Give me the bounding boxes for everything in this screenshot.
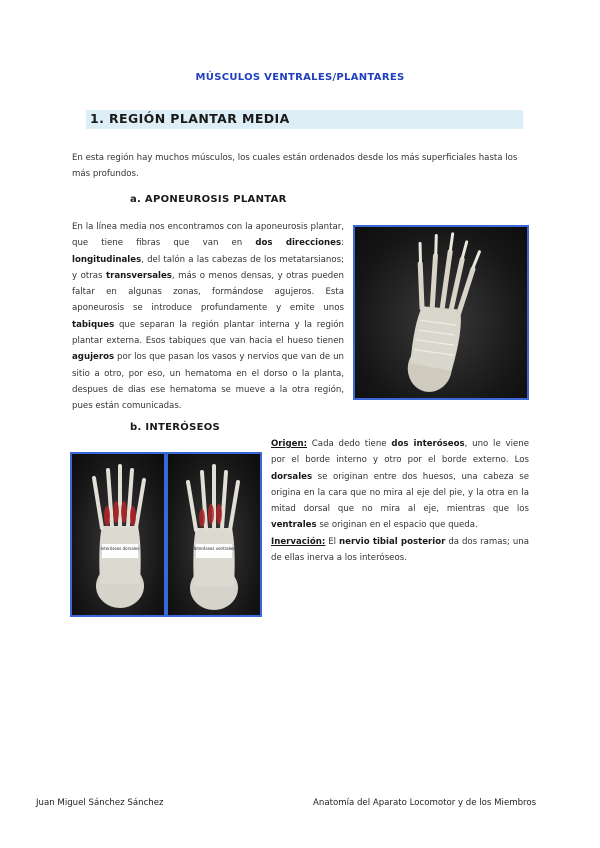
interoseos-ventrales-image <box>166 452 262 617</box>
aponeurosis-image <box>353 225 529 400</box>
label-interoseos-dorsales: Interóseos dorsales <box>100 546 140 551</box>
subsection-heading-interoseos: b. INTERÓSEOS <box>130 422 221 433</box>
interoseos-text <box>271 436 529 566</box>
inervacion-paragraph: Inervación: El nervio tibial posterior da dos ramas; una de ellas inerva a los interóseos. <box>271 536 530 564</box>
subsection-heading-aponeurosis: a. APONEUROSIS PLANTAR <box>130 194 287 205</box>
document-title: MÚSCULOS VENTRALES/PLANTARES <box>195 72 405 83</box>
section-heading: 1. REGIÓN PLANTAR MEDIA <box>90 111 290 126</box>
intro-paragraph: En esta región hay muchos músculos, los cuales están ordenados desde los más superficiales hasta los más profundos. <box>72 153 518 180</box>
label-interoseos-ventrales: Interóseos ventrales <box>193 546 235 551</box>
footer-author: Juan Miguel Sánchez Sánchez <box>36 798 164 808</box>
interoseos-dorsales-image <box>70 452 166 617</box>
footer-subject: Anatomía del Aparato Locomotor y de los Miembros <box>313 798 537 808</box>
origen-paragraph: Origen: Cada dedo tiene dos interóseos, uno le viene por el borde interno y otro por el borde externo. Los dorsales se originan entre dos huesos, una cabeza se origina en la cara que no mira al eje del pie, y la otra en la mitad dorsal que no mira al eje, mientras que los ventrales se originan en el espacio que queda. <box>271 439 529 531</box>
aponeurosis-paragraph: En la línea media nos encontramos con la aponeurosis plantar, que tiene fibras que van en dos direcciones: longitudinales, del talón a las cabezas de los metatarsianos; y otras transversales, más o menos densas, y otras pueden faltar en algunas zonas, formándose agujeros. Esta aponeurosis se introduce profundamente y emite unos tabiques que separan la región plantar interna y la región plantar externa. Esos tabiques que van hacia el hueso tienen agujeros por los que pasan los vasos y nervios que van de un sitio a otro, por eso, un hematoma en el dorso o la planta, despues de dias ese hematoma se mueve a la otra región, pues están comunicadas. <box>72 222 344 412</box>
